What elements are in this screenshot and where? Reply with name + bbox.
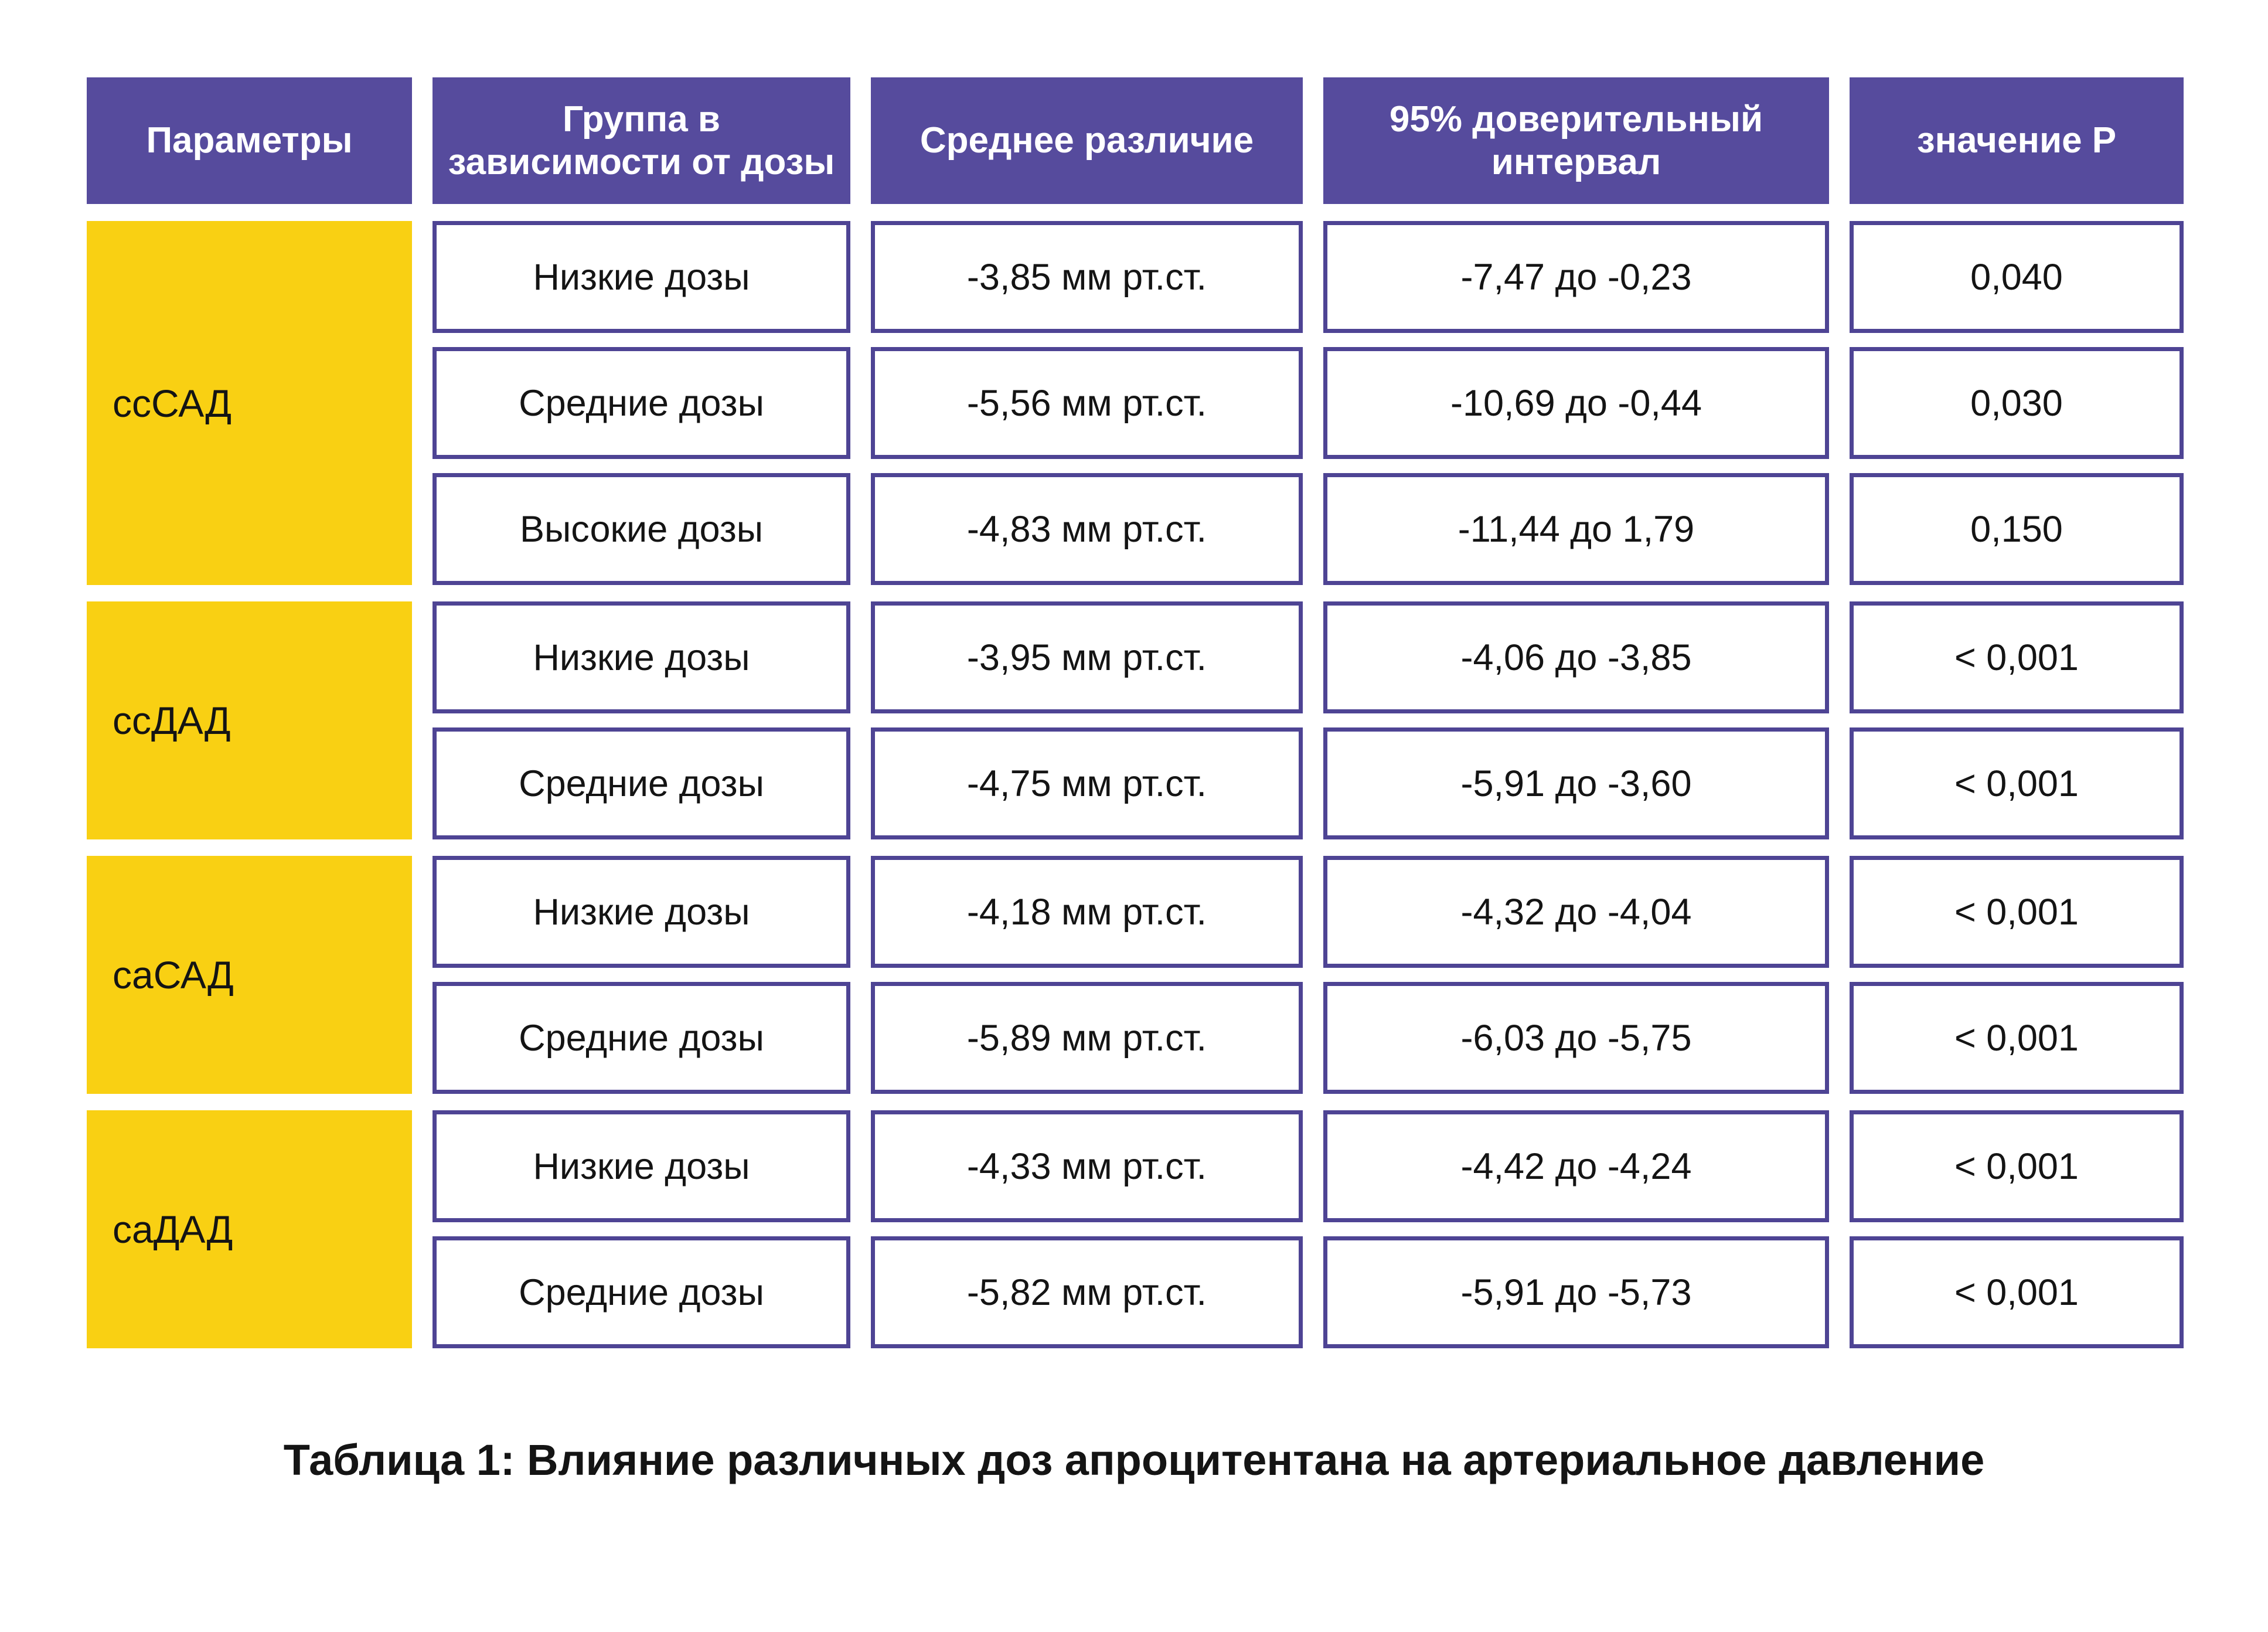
dose-cell: Низкие дозы <box>433 1110 850 1222</box>
mean-difference-cell: -4,33 мм рт.ст. <box>871 1110 1303 1222</box>
mean-difference-cell: -4,75 мм рт.ст. <box>871 727 1303 839</box>
p-value-cell: 0,040 <box>1850 221 2184 333</box>
parameter-group-ssSAD <box>87 221 2268 585</box>
mean-difference-cell: -3,85 мм рт.ст. <box>871 221 1303 333</box>
parameter-cell: саСАД <box>87 856 412 1094</box>
mean-difference-cell: -5,89 мм рт.ст. <box>871 982 1303 1094</box>
confidence-interval-cell: -4,42 до -4,24 <box>1323 1110 1829 1222</box>
parameter-group-saDAD <box>87 1110 2268 1348</box>
dose-cell: Средние дозы <box>433 347 850 459</box>
header-confidence-interval: 95% доверительный интервал <box>1323 77 1829 204</box>
p-value-cell: < 0,001 <box>1850 856 2184 968</box>
dose-cell: Средние дозы <box>433 727 850 839</box>
dose-cell: Низкие дозы <box>433 601 850 713</box>
table-figure <box>0 77 2268 1485</box>
mean-difference-cell: -4,18 мм рт.ст. <box>871 856 1303 968</box>
confidence-interval-cell: -4,06 до -3,85 <box>1323 601 1829 713</box>
confidence-interval-cell: -7,47 до -0,23 <box>1323 221 1829 333</box>
dose-cell: Средние дозы <box>433 982 850 1094</box>
mean-difference-cell: -3,95 мм рт.ст. <box>871 601 1303 713</box>
parameter-cell: ссДАД <box>87 601 412 839</box>
confidence-interval-cell: -11,44 до 1,79 <box>1323 473 1829 585</box>
parameter-group-saSAD <box>87 856 2268 1094</box>
header-parameters: Параметры <box>87 77 412 204</box>
table-header-row <box>87 77 2268 204</box>
p-value-cell: < 0,001 <box>1850 601 2184 713</box>
mean-difference-cell: -4,83 мм рт.ст. <box>871 473 1303 585</box>
dose-cell: Низкие дозы <box>433 221 850 333</box>
table-caption: Таблица 1: Влияние различных доз апроцитентана на артериальное давление <box>283 1436 1985 1484</box>
confidence-interval-cell: -4,32 до -4,04 <box>1323 856 1829 968</box>
p-value-cell: < 0,001 <box>1850 1110 2184 1222</box>
p-value-cell: 0,150 <box>1850 473 2184 585</box>
dose-cell: Низкие дозы <box>433 856 850 968</box>
p-value-cell: < 0,001 <box>1850 1236 2184 1348</box>
confidence-interval-cell: -10,69 до -0,44 <box>1323 347 1829 459</box>
parameter-group-ssDAD <box>87 601 2268 839</box>
confidence-interval-cell: -6,03 до -5,75 <box>1323 982 1829 1094</box>
confidence-interval-cell: -5,91 до -3,60 <box>1323 727 1829 839</box>
mean-difference-cell: -5,56 мм рт.ст. <box>871 347 1303 459</box>
p-value-cell: < 0,001 <box>1850 982 2184 1094</box>
confidence-interval-cell: -5,91 до -5,73 <box>1323 1236 1829 1348</box>
parameter-cell: ссСАД <box>87 221 412 585</box>
parameter-cell: саДАД <box>87 1110 412 1348</box>
header-dose-group: Группа в зависимости от дозы <box>433 77 850 204</box>
p-value-cell: < 0,001 <box>1850 727 2184 839</box>
header-p-value: значение P <box>1850 77 2184 204</box>
dose-cell: Средние дозы <box>433 1236 850 1348</box>
mean-difference-cell: -5,82 мм рт.ст. <box>871 1236 1303 1348</box>
p-value-cell: 0,030 <box>1850 347 2184 459</box>
header-mean-difference: Среднее различие <box>871 77 1303 204</box>
dose-cell: Высокие дозы <box>433 473 850 585</box>
